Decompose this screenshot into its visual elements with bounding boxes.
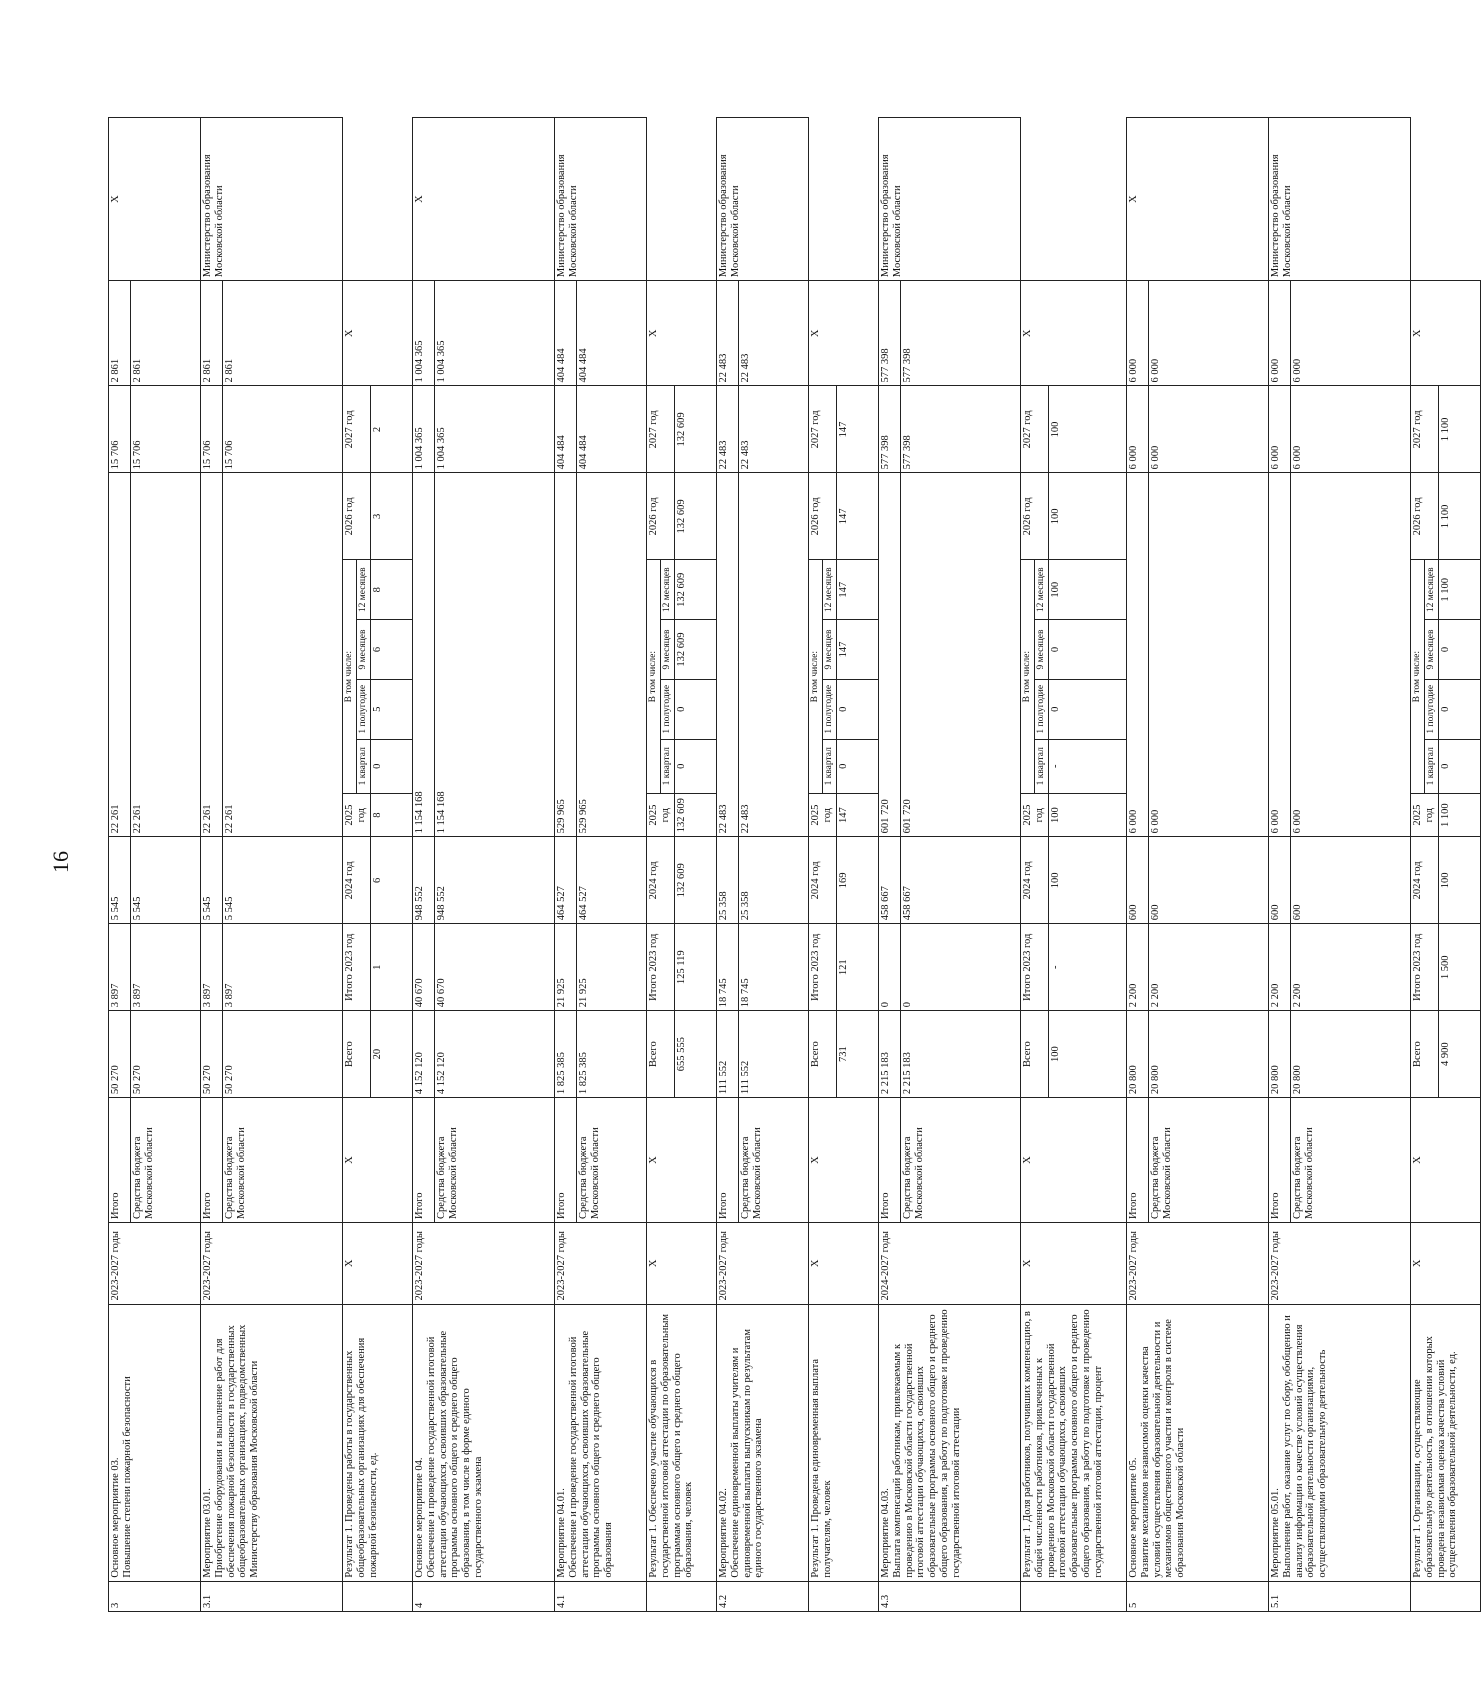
row-title: Мероприятие 04.03. Выплата компенсаций работникам, привлекаемым к проведению в Московской области государственной итоговой аттестации обучающихся, освоивших образовательные программы основного общего и среднего общего образования, за работу по подготовке и проведению государственной итоговой аттестации	[879, 1304, 1021, 1581]
value-cell: 125 119	[675, 924, 717, 1011]
amount-cell: 2 215 183	[901, 1011, 1021, 1098]
row-number: 3	[109, 1581, 201, 1611]
table-row	[647, 118, 661, 1612]
table-row	[1411, 118, 1425, 1612]
amount-cell: 50 270	[201, 1011, 223, 1098]
page-number: 16	[48, 850, 73, 873]
amount-cell: 6 000	[1269, 473, 1291, 837]
amount-cell: 50 270	[223, 1011, 343, 1098]
row-number	[1411, 1581, 1481, 1611]
header-cell: 1 квартал	[823, 739, 837, 793]
row-period: 2023-2027 годы	[413, 1223, 555, 1304]
header-cell: 2026 год	[809, 473, 837, 560]
funding-source: Итого	[1269, 1098, 1291, 1223]
row-period: 2023-2027 годы	[717, 1223, 809, 1304]
table-row	[1269, 118, 1291, 1612]
amount-cell: 20 800	[1269, 1011, 1291, 1098]
amount-cell: 458 667	[901, 837, 1021, 924]
header-cell: 2024 год	[809, 837, 837, 924]
amount-cell: 464 527	[577, 837, 647, 924]
value-cell: 132 609	[675, 620, 717, 680]
row-number	[647, 1581, 717, 1611]
amount-cell: 18 745	[717, 924, 739, 1011]
row-number: 4.1	[555, 1581, 647, 1611]
row-number: 3.1	[201, 1581, 343, 1611]
row-number	[809, 1581, 879, 1611]
value-cell: 2	[371, 386, 413, 473]
amount-cell: 6 000	[1291, 473, 1411, 837]
amount-cell: 577 398	[901, 386, 1021, 473]
amount-cell: 50 270	[109, 1011, 131, 1098]
amount-cell: 15 706	[223, 386, 343, 473]
amount-cell: 1 825 385	[577, 1011, 647, 1098]
header-cell: 2027 год	[1411, 386, 1439, 473]
amount-cell: 6 000	[1127, 386, 1149, 473]
table-row	[717, 118, 739, 1612]
amount-cell: 3 897	[109, 924, 131, 1011]
header-cell: 2026 год	[647, 473, 675, 560]
header-cell: 9 месяцев	[357, 620, 371, 680]
value-cell: 1 100	[1439, 793, 1481, 836]
header-cell: 12 месяцев	[661, 560, 675, 620]
responsible: X	[343, 281, 413, 386]
value-cell: 100	[1439, 837, 1481, 924]
row-title: Мероприятие 04.01. Обеспечение и проведение государственной итоговой аттестации обучающихся, освоивших образовательные программы основного общего и среднего общего образования	[555, 1304, 647, 1581]
responsible: Министерство образования Московской области	[555, 118, 647, 281]
amount-cell: 4 152 120	[413, 1011, 435, 1098]
row-period: X	[1021, 1223, 1127, 1304]
responsible: Министерство образования Московской области	[717, 118, 809, 281]
amount-cell: 577 398	[901, 281, 1021, 386]
row-number: 4	[413, 1581, 555, 1611]
funding-source: Итого	[879, 1098, 901, 1223]
responsible: X	[1127, 118, 1269, 281]
row-number	[343, 1581, 413, 1611]
header-cell: 12 месяцев	[1035, 560, 1049, 620]
amount-cell: 5 545	[109, 837, 131, 924]
amount-cell: 1 154 168	[413, 473, 435, 837]
header-cell: 1 квартал	[1425, 739, 1439, 793]
value-cell: 0	[675, 739, 717, 793]
funding-source: X	[809, 1098, 879, 1223]
responsible: Министерство образования Московской области	[879, 118, 1021, 281]
amount-cell: 6 000	[1149, 473, 1269, 837]
funding-source: Итого	[1127, 1098, 1149, 1223]
amount-cell: 18 745	[739, 924, 809, 1011]
row-period: X	[343, 1223, 413, 1304]
amount-cell: 948 552	[435, 837, 555, 924]
amount-cell: 4 152 120	[435, 1011, 555, 1098]
amount-cell: 22 483	[739, 386, 809, 473]
table-row	[413, 118, 435, 1612]
table-row	[343, 118, 357, 1612]
amount-cell: 2 861	[223, 281, 343, 386]
value-cell: 20	[371, 1011, 413, 1098]
value-cell: 100	[1049, 386, 1127, 473]
amount-cell: 0	[901, 924, 1021, 1011]
value-cell: -	[1049, 739, 1127, 793]
header-cell: 12 месяцев	[357, 560, 371, 620]
header-cell: В том числе:	[1021, 560, 1035, 794]
row-period: X	[809, 1223, 879, 1304]
amount-cell: 1 004 365	[413, 386, 435, 473]
row-title: Мероприятие 04.02. Обеспечение единовременной выплаты учителям и единовременной выплаты выпускникам по результатам единого государственного экзамена	[717, 1304, 809, 1581]
responsible: X	[109, 118, 201, 281]
header-cell: Итого 2023 год	[809, 924, 837, 1011]
amount-cell: 5 545	[223, 837, 343, 924]
row-title: Основное мероприятие 03. Повышение степени пожарной безопасности	[109, 1304, 201, 1581]
amount-cell: 15 706	[109, 386, 131, 473]
row-number	[1021, 1581, 1127, 1611]
row-number: 5.1	[1269, 1581, 1411, 1611]
amount-cell: 458 667	[879, 837, 901, 924]
row-period: 2023-2027 годы	[1127, 1223, 1269, 1304]
value-cell: 147	[837, 793, 879, 836]
amount-cell: 1 154 168	[435, 473, 555, 837]
header-cell: В том числе:	[1411, 560, 1425, 794]
funding-source: X	[343, 1098, 413, 1223]
value-cell: 100	[1049, 473, 1127, 560]
row-title: Мероприятие 03.01. Приобретение оборудования и выполнение работ для обеспечения пожарной безопасности в государственных общеобразовательных организациях, подведомственных Министерству образования Московской области	[201, 1304, 343, 1581]
table-row	[201, 118, 223, 1612]
funding-source: Итого	[201, 1098, 223, 1223]
amount-cell: 15 706	[201, 386, 223, 473]
header-cell: Всего	[1411, 1011, 1439, 1098]
header-cell: 2027 год	[343, 386, 371, 473]
header-cell: В том числе:	[809, 560, 823, 794]
amount-cell: 22 261	[201, 473, 223, 837]
funding-source: Средства бюджета Московской области	[131, 1098, 201, 1223]
funding-source: Средства бюджета Московской области	[1291, 1098, 1411, 1223]
amount-cell: 1 004 365	[413, 281, 435, 386]
row-number: 4.2	[717, 1581, 809, 1611]
funding-source: Средства бюджета Московской области	[577, 1098, 647, 1223]
responsible: X	[647, 281, 717, 386]
header-cell: Всего	[647, 1011, 675, 1098]
value-cell: 1 100	[1439, 386, 1481, 473]
value-cell: 655 555	[675, 1011, 717, 1098]
amount-cell: 3 897	[223, 924, 343, 1011]
header-cell: 2025 год	[809, 793, 837, 836]
amount-cell: 6 000	[1269, 281, 1291, 386]
value-cell: 1 500	[1439, 924, 1481, 1011]
header-cell: 12 месяцев	[1425, 560, 1439, 620]
amount-cell: 2 861	[109, 281, 131, 386]
amount-cell: 6 000	[1291, 281, 1411, 386]
amount-cell: 2 200	[1149, 924, 1269, 1011]
value-cell: 0	[837, 739, 879, 793]
amount-cell: 22 483	[717, 281, 739, 386]
amount-cell: 0	[879, 924, 901, 1011]
value-cell: 1	[371, 924, 413, 1011]
amount-cell: 948 552	[413, 837, 435, 924]
responsible: X	[413, 118, 555, 281]
amount-cell: 15 706	[131, 386, 201, 473]
program-table	[108, 117, 1481, 1612]
amount-cell: 40 670	[435, 924, 555, 1011]
table-row	[1127, 118, 1149, 1612]
funding-source: Средства бюджета Московской области	[223, 1098, 343, 1223]
header-cell: 2024 год	[647, 837, 675, 924]
header-cell: 1 полугодие	[823, 679, 837, 739]
amount-cell: 21 925	[555, 924, 577, 1011]
funding-source: Итого	[109, 1098, 131, 1223]
header-cell: 12 месяцев	[823, 560, 837, 620]
value-cell: 6	[371, 620, 413, 680]
header-cell: 9 месяцев	[661, 620, 675, 680]
row-period: X	[1411, 1223, 1481, 1304]
value-cell: 147	[837, 620, 879, 680]
header-cell: 2026 год	[1021, 473, 1049, 560]
value-cell: 0	[1439, 620, 1481, 680]
value-cell: 0	[1049, 620, 1127, 680]
table-row	[879, 118, 901, 1612]
header-cell: 2026 год	[343, 473, 371, 560]
document-table-sheet	[108, 117, 1459, 1612]
funding-source: Итого	[717, 1098, 739, 1223]
amount-cell: 577 398	[879, 386, 901, 473]
value-cell: 147	[837, 473, 879, 560]
value-cell: 100	[1049, 560, 1127, 620]
amount-cell: 404 484	[577, 281, 647, 386]
table-row	[555, 118, 577, 1612]
amount-cell: 20 800	[1291, 1011, 1411, 1098]
amount-cell: 5 545	[131, 837, 201, 924]
header-cell: 1 квартал	[661, 739, 675, 793]
amount-cell: 601 720	[901, 473, 1021, 837]
amount-cell: 464 527	[555, 837, 577, 924]
row-period: 2023-2027 годы	[555, 1223, 647, 1304]
responsible: Министерство образования Московской области	[201, 118, 343, 281]
amount-cell: 22 483	[739, 281, 809, 386]
amount-cell: 600	[1127, 837, 1149, 924]
value-cell: 3	[371, 473, 413, 560]
header-cell: Всего	[809, 1011, 837, 1098]
amount-cell: 404 484	[555, 386, 577, 473]
value-cell: 169	[837, 837, 879, 924]
amount-cell: 1 825 385	[555, 1011, 577, 1098]
amount-cell: 22 483	[739, 473, 809, 837]
amount-cell: 529 965	[555, 473, 577, 837]
row-title: Мероприятие 05.01. Выполнение работ, оказание услуг по сбору, обобщению и анализу информации о качестве условий осуществления образовательной деятельности организациями, осуществляющими образовательную деятельность	[1269, 1304, 1411, 1581]
value-cell: 132 609	[675, 560, 717, 620]
header-cell: Всего	[343, 1011, 371, 1098]
amount-cell: 529 965	[577, 473, 647, 837]
amount-cell: 25 358	[739, 837, 809, 924]
amount-cell: 22 261	[223, 473, 343, 837]
amount-cell: 600	[1149, 837, 1269, 924]
value-cell: -	[1049, 924, 1127, 1011]
header-cell: 9 месяцев	[823, 620, 837, 680]
header-cell: 2024 год	[1021, 837, 1049, 924]
value-cell: 0	[371, 739, 413, 793]
header-cell: 1 квартал	[1035, 739, 1049, 793]
amount-cell: 6 000	[1291, 386, 1411, 473]
value-cell: 132 609	[675, 837, 717, 924]
value-cell: 0	[675, 679, 717, 739]
header-cell: 2024 год	[1411, 837, 1439, 924]
amount-cell: 2 861	[131, 281, 201, 386]
funding-source: Средства бюджета Московской области	[739, 1098, 809, 1223]
header-cell: 2026 год	[1411, 473, 1439, 560]
value-cell: 132 609	[675, 386, 717, 473]
value-cell: 8	[371, 560, 413, 620]
value-cell: 121	[837, 924, 879, 1011]
amount-cell: 600	[1291, 837, 1411, 924]
amount-cell: 111 552	[717, 1011, 739, 1098]
responsible: X	[1021, 281, 1127, 386]
row-period: X	[647, 1223, 717, 1304]
header-cell: Итого 2023 год	[1021, 924, 1049, 1011]
funding-source: X	[1411, 1098, 1481, 1223]
funding-source: Средства бюджета Московской области	[1149, 1098, 1269, 1223]
amount-cell: 6 000	[1127, 281, 1149, 386]
header-cell: Всего	[1021, 1011, 1049, 1098]
header-cell: 2027 год	[809, 386, 837, 473]
header-cell: 1 полугодие	[357, 679, 371, 739]
header-cell: 2027 год	[647, 386, 675, 473]
row-number: 5	[1127, 1581, 1269, 1611]
header-cell: 1 полугодие	[1425, 679, 1439, 739]
amount-cell: 5 545	[201, 837, 223, 924]
amount-cell: 25 358	[717, 837, 739, 924]
value-cell: 1 100	[1439, 560, 1481, 620]
header-cell: 2027 год	[1021, 386, 1049, 473]
row-title: Результат 1. Проведены работы в государственных общеобразовательных организациях для обеспечения пожарной безопасности, ед.	[343, 1304, 413, 1581]
value-cell: 6	[371, 837, 413, 924]
value-cell: 0	[1049, 679, 1127, 739]
value-cell: 100	[1049, 837, 1127, 924]
value-cell: 8	[371, 793, 413, 836]
value-cell: 132 609	[675, 473, 717, 560]
amount-cell: 2 200	[1291, 924, 1411, 1011]
value-cell: 147	[837, 560, 879, 620]
table-row	[109, 118, 131, 1612]
funding-source: Итого	[555, 1098, 577, 1223]
row-period: 2023-2027 годы	[109, 1223, 201, 1304]
amount-cell: 20 800	[1149, 1011, 1269, 1098]
row-title: Результат 1. Доля работников, получивших компенсацию, в общей численности работников, привлеченных к проведению в Московской области государственной итоговой аттестации обучающихся, освоивших образовательные программы основного общего и среднего общего образования, за работу по подготовке и проведению государственной итоговой аттестации, процент	[1021, 1304, 1127, 1581]
row-period: 2023-2027 годы	[1269, 1223, 1411, 1304]
header-cell: В том числе:	[343, 560, 357, 794]
value-cell: 5	[371, 679, 413, 739]
amount-cell: 404 484	[555, 281, 577, 386]
header-cell: 2024 год	[343, 837, 371, 924]
value-cell: 731	[837, 1011, 879, 1098]
amount-cell: 22 261	[131, 473, 201, 837]
header-cell: 2025 год	[647, 793, 675, 836]
header-cell: Итого 2023 год	[1411, 924, 1439, 1011]
header-cell: 9 месяцев	[1425, 620, 1439, 680]
amount-cell: 40 670	[413, 924, 435, 1011]
value-cell: 100	[1049, 793, 1127, 836]
row-title: Результат 1. Организации, осуществляющие образовательную деятельность, в отношении которых проведена независимая оценка качества условий осуществления образовательной деятельности, ед.	[1411, 1304, 1481, 1581]
table-row	[1021, 118, 1035, 1612]
row-title: Результат 1. Проведена единовременная выплата получателям, человек	[809, 1304, 879, 1581]
amount-cell: 1 004 365	[435, 386, 555, 473]
responsible: Министерство образования Московской области	[1269, 118, 1411, 281]
amount-cell: 404 484	[577, 386, 647, 473]
amount-cell: 3 897	[201, 924, 223, 1011]
header-cell: 1 полугодие	[1035, 679, 1049, 739]
funding-source: Средства бюджета Московской области	[901, 1098, 1021, 1223]
header-cell: 2025 год	[1411, 793, 1439, 836]
amount-cell: 20 800	[1127, 1011, 1149, 1098]
amount-cell: 22 261	[109, 473, 131, 837]
row-title: Результат 1. Обеспечено участие обучающихся в государственной итоговой аттестации по образовательным программам основного общего и среднего общего образования, человек	[647, 1304, 717, 1581]
amount-cell: 22 483	[717, 386, 739, 473]
amount-cell: 1 004 365	[435, 281, 555, 386]
value-cell: 0	[837, 679, 879, 739]
responsible: X	[809, 281, 879, 386]
funding-source: X	[647, 1098, 717, 1223]
value-cell: 147	[837, 386, 879, 473]
header-cell: Итого 2023 год	[647, 924, 675, 1011]
value-cell: 0	[1439, 679, 1481, 739]
row-period: 2024-2027 годы	[879, 1223, 1021, 1304]
amount-cell: 6 000	[1149, 281, 1269, 386]
amount-cell: 2 200	[1127, 924, 1149, 1011]
amount-cell: 6 000	[1127, 473, 1149, 837]
amount-cell: 577 398	[879, 281, 901, 386]
funding-source: Итого	[413, 1098, 435, 1223]
value-cell: 100	[1049, 1011, 1127, 1098]
header-cell: 2025 год	[1021, 793, 1049, 836]
value-cell: 132 609	[675, 793, 717, 836]
table-row	[809, 118, 823, 1612]
header-cell: 1 квартал	[357, 739, 371, 793]
amount-cell: 21 925	[577, 924, 647, 1011]
row-number: 4.3	[879, 1581, 1021, 1611]
funding-source: X	[1021, 1098, 1127, 1223]
value-cell: 0	[1439, 739, 1481, 793]
funding-source: Средства бюджета Московской области	[435, 1098, 555, 1223]
header-cell: 2025 год	[343, 793, 371, 836]
amount-cell: 6 000	[1269, 386, 1291, 473]
header-cell: 1 полугодие	[661, 679, 675, 739]
row-title: Основное мероприятие 04. Обеспечение и проведение государственной итоговой аттестации обучающихся, освоивших образовательные программы основного общего и среднего общего образования, в том числе в форме единого государственного экзамена	[413, 1304, 555, 1581]
amount-cell: 6 000	[1149, 386, 1269, 473]
amount-cell: 111 552	[739, 1011, 809, 1098]
row-period: 2023-2027 годы	[201, 1223, 343, 1304]
amount-cell: 2 861	[201, 281, 223, 386]
header-cell: 9 месяцев	[1035, 620, 1049, 680]
amount-cell: 50 270	[131, 1011, 201, 1098]
amount-cell: 3 897	[131, 924, 201, 1011]
row-title: Основное мероприятие 05. Развитие механизмов независимой оценки качества условий осуществления образовательной деятельности и механизмов общественного участия и контроля в системе образования Московской области	[1127, 1304, 1269, 1581]
header-cell: Итого 2023 год	[343, 924, 371, 1011]
header-cell: В том числе:	[647, 560, 661, 794]
responsible: X	[1411, 281, 1481, 386]
amount-cell: 22 483	[717, 473, 739, 837]
amount-cell: 2 215 183	[879, 1011, 901, 1098]
amount-cell: 601 720	[879, 473, 901, 837]
amount-cell: 600	[1269, 837, 1291, 924]
value-cell: 1 100	[1439, 473, 1481, 560]
value-cell: 4 900	[1439, 1011, 1481, 1098]
amount-cell: 2 200	[1269, 924, 1291, 1011]
